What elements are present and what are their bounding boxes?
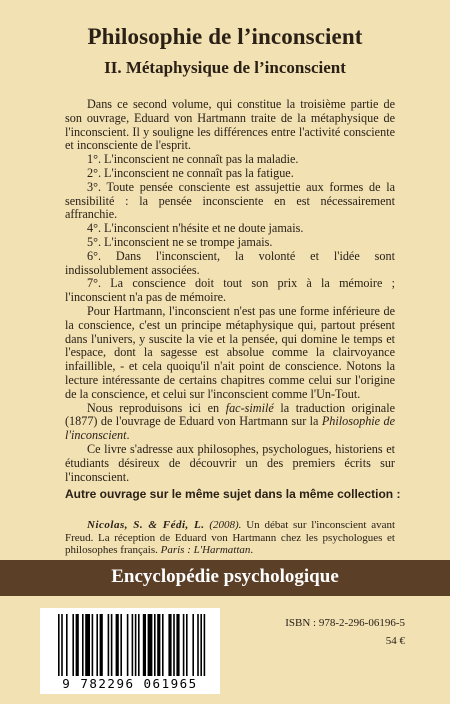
paragraph: Dans ce second volume, qui constitue la troisième partie de son ouvrage, Eduard von Hartmann traite de la métaphysique de l'inconscient. Il y souligne les différences entre l'activité consciente et inconsciente de l'esprit. bbox=[65, 97, 395, 153]
list-item: 2°. L'inconscient ne connaît pas la fatigue. bbox=[87, 165, 294, 180]
collection-band bbox=[0, 560, 450, 596]
isbn: ISBN : 978-2-296-06196-5 bbox=[285, 617, 405, 629]
page-subtitle: II. Métaphysique de l’inconscient bbox=[104, 58, 346, 77]
related-year: (2008). bbox=[204, 519, 242, 531]
barcode-digits: 9 782296 061965 bbox=[62, 676, 198, 691]
description-text bbox=[65, 98, 395, 484]
list-item: 6°. Dans l'inconscient, la volonté et l'idée sont indissolublement associées. bbox=[65, 248, 395, 277]
italic-term: fac-similé bbox=[225, 400, 274, 415]
list-item: 4°. L'inconscient n'hésite et ne doute jamais. bbox=[87, 221, 304, 236]
list-item: 5°. L'inconscient ne se trompe jamais. bbox=[87, 234, 273, 249]
list-item: 1°. L'inconscient ne connaît pas la maladie. bbox=[87, 152, 299, 167]
price: 54 € bbox=[385, 635, 405, 647]
list-item: 7°. La conscience doit tout son prix à la mémoire ; l'inconscient n'a pas de mémoire. bbox=[65, 276, 395, 305]
related-title: Un débat sur l'inconscient avant Freud. La réception de Eduard von Hartmann chez les psychologues et philosophes français. bbox=[65, 519, 396, 557]
related-heading: Autre ouvrage sur le même sujet dans la même collection : bbox=[65, 487, 401, 501]
paragraph: Ce livre s'adresse aux philosophes, psychologues, historiens et étudiants désireux de découvrir un des premiers écrits sur l'inconscient. bbox=[65, 441, 395, 484]
text-run: . bbox=[250, 544, 254, 557]
text-run: la traduction originale (1877) de l'ouvrage de Eduard von Hartmann sur la bbox=[65, 400, 395, 429]
collection-name: Encyclopédie psychologique bbox=[111, 566, 339, 587]
page-title: Philosophie de l’inconscient bbox=[87, 24, 363, 49]
list-item: 3°. Toute pensée consciente est assujettie aux formes de la sensibilité : la pensée inconsciente en est nécessairement affranchie. bbox=[65, 179, 395, 222]
italic-title: Philosophie de l'inconscient bbox=[65, 414, 395, 443]
barcode bbox=[40, 608, 220, 694]
facsimile-paragraph bbox=[65, 402, 395, 443]
related-reference bbox=[65, 519, 395, 557]
related-publisher: Paris : L'Harmattan bbox=[160, 544, 251, 557]
paragraph: Pour Hartmann, l'inconscient n'est pas une forme inférieure de la conscience, c'est un principe métaphysique qui, partout présent dans l'univers, y suscite la vie et la pensée, qui domine le temps et l'espace, dont la sagesse est absolue comme la clairvoyance infaillible, - et cela quoiqu'il n'ait point de conscience. Notons la lecture intéressante de certains chapitres comme celui sur l'origine de la conscience, et celui sur l'inconscient comme l'Un-Tout. bbox=[65, 303, 395, 401]
related-authors: Nicolas, S. & Fédi, L. bbox=[87, 519, 205, 531]
text-run: . bbox=[126, 428, 130, 443]
text-run: Nous reproduisons ici en bbox=[87, 400, 226, 415]
